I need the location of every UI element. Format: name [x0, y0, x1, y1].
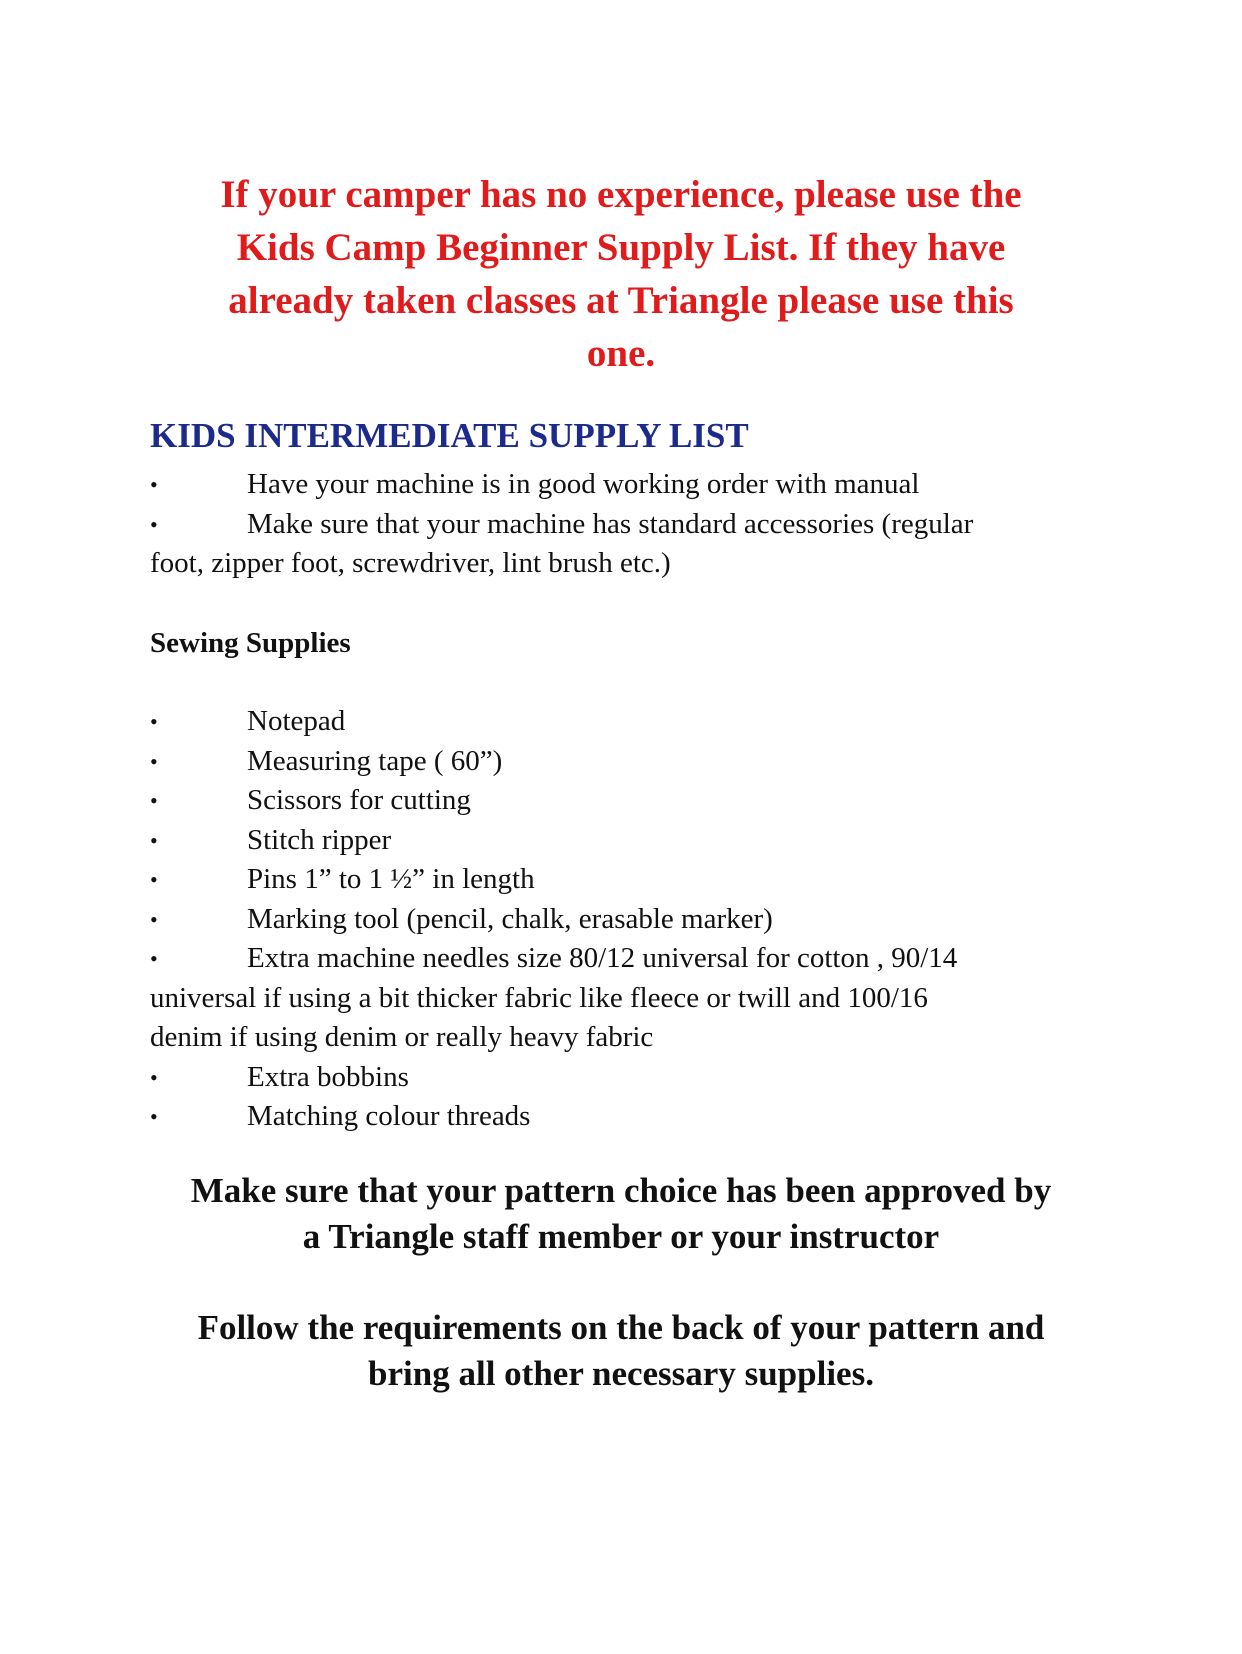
list-item	[150, 900, 1090, 940]
supply-list-title: KIDS INTERMEDIATE SUPPLY LIST	[150, 416, 749, 455]
list-item	[150, 1097, 1090, 1137]
list-item-text: Pins 1” to 1 ½” in length	[247, 863, 535, 895]
list-item-text: Make sure that your machine has standard accessories (regular	[247, 507, 974, 540]
bullet-icon: •	[150, 788, 158, 813]
pattern-approval-note	[150, 1168, 1092, 1260]
list-item	[150, 465, 1090, 505]
notice-line: one.	[586, 332, 656, 375]
list-item	[150, 742, 1090, 782]
general-requirements-list	[150, 465, 1090, 584]
list-item	[150, 1058, 1090, 1098]
list-item	[150, 505, 1090, 584]
bullet-icon: •	[150, 867, 158, 892]
notice-line: already taken classes at Triangle please use this	[228, 279, 1014, 322]
closing-line: bring all other necessary supplies.	[368, 1354, 874, 1393]
list-item-text: Have your machine is in good working order with manual	[247, 468, 920, 500]
sewing-supplies-heading: Sewing Supplies	[150, 627, 351, 659]
closing-line: Make sure that your pattern choice has been approved by	[190, 1171, 1052, 1210]
bullet-icon: •	[150, 511, 158, 537]
list-item-text: universal if using a bit thicker fabric like fleece or twill and 100/16	[150, 981, 928, 1014]
beginner-notice	[150, 168, 1092, 380]
list-item-text: Extra bobbins	[247, 1060, 409, 1093]
bullet-icon: •	[150, 1104, 158, 1129]
bullet-icon: •	[150, 946, 158, 971]
list-item-text: Measuring tape ( 60”)	[247, 744, 503, 777]
list-item-text: Notepad	[247, 705, 346, 737]
notice-line: Kids Camp Beginner Supply List. If they have	[236, 226, 1006, 269]
list-item-text: Matching colour threads	[247, 1100, 531, 1132]
pattern-requirements-note	[150, 1305, 1092, 1397]
list-item-text: denim if using denim or really heavy fabric	[150, 1021, 654, 1053]
bullet-icon: •	[150, 906, 158, 932]
closing-line: a Triangle staff member or your instructor	[302, 1217, 940, 1256]
list-item-text: Stitch ripper	[247, 823, 392, 856]
list-item-text: Marking tool (pencil, chalk, erasable marker)	[247, 902, 773, 935]
sewing-supplies-list	[150, 702, 1090, 1137]
list-item-text: Scissors for cutting	[247, 784, 471, 816]
list-item	[150, 702, 1090, 742]
bullet-icon: •	[150, 709, 158, 734]
list-item	[150, 939, 1090, 1058]
bullet-icon: •	[150, 827, 158, 853]
bullet-icon: •	[150, 748, 158, 774]
list-item	[150, 781, 1090, 821]
list-item-text: Extra machine needles size 80/12 universal for cotton , 90/14	[247, 942, 958, 974]
notice-line: If your camper has no experience, please use the	[220, 173, 1022, 216]
bullet-icon: •	[150, 1064, 158, 1090]
list-item-text: foot, zipper foot, screwdriver, lint brush etc.)	[150, 547, 671, 579]
list-item	[150, 860, 1090, 900]
closing-line: Follow the requirements on the back of your pattern and	[197, 1308, 1045, 1347]
bullet-icon: •	[150, 472, 158, 497]
list-item	[150, 821, 1090, 861]
